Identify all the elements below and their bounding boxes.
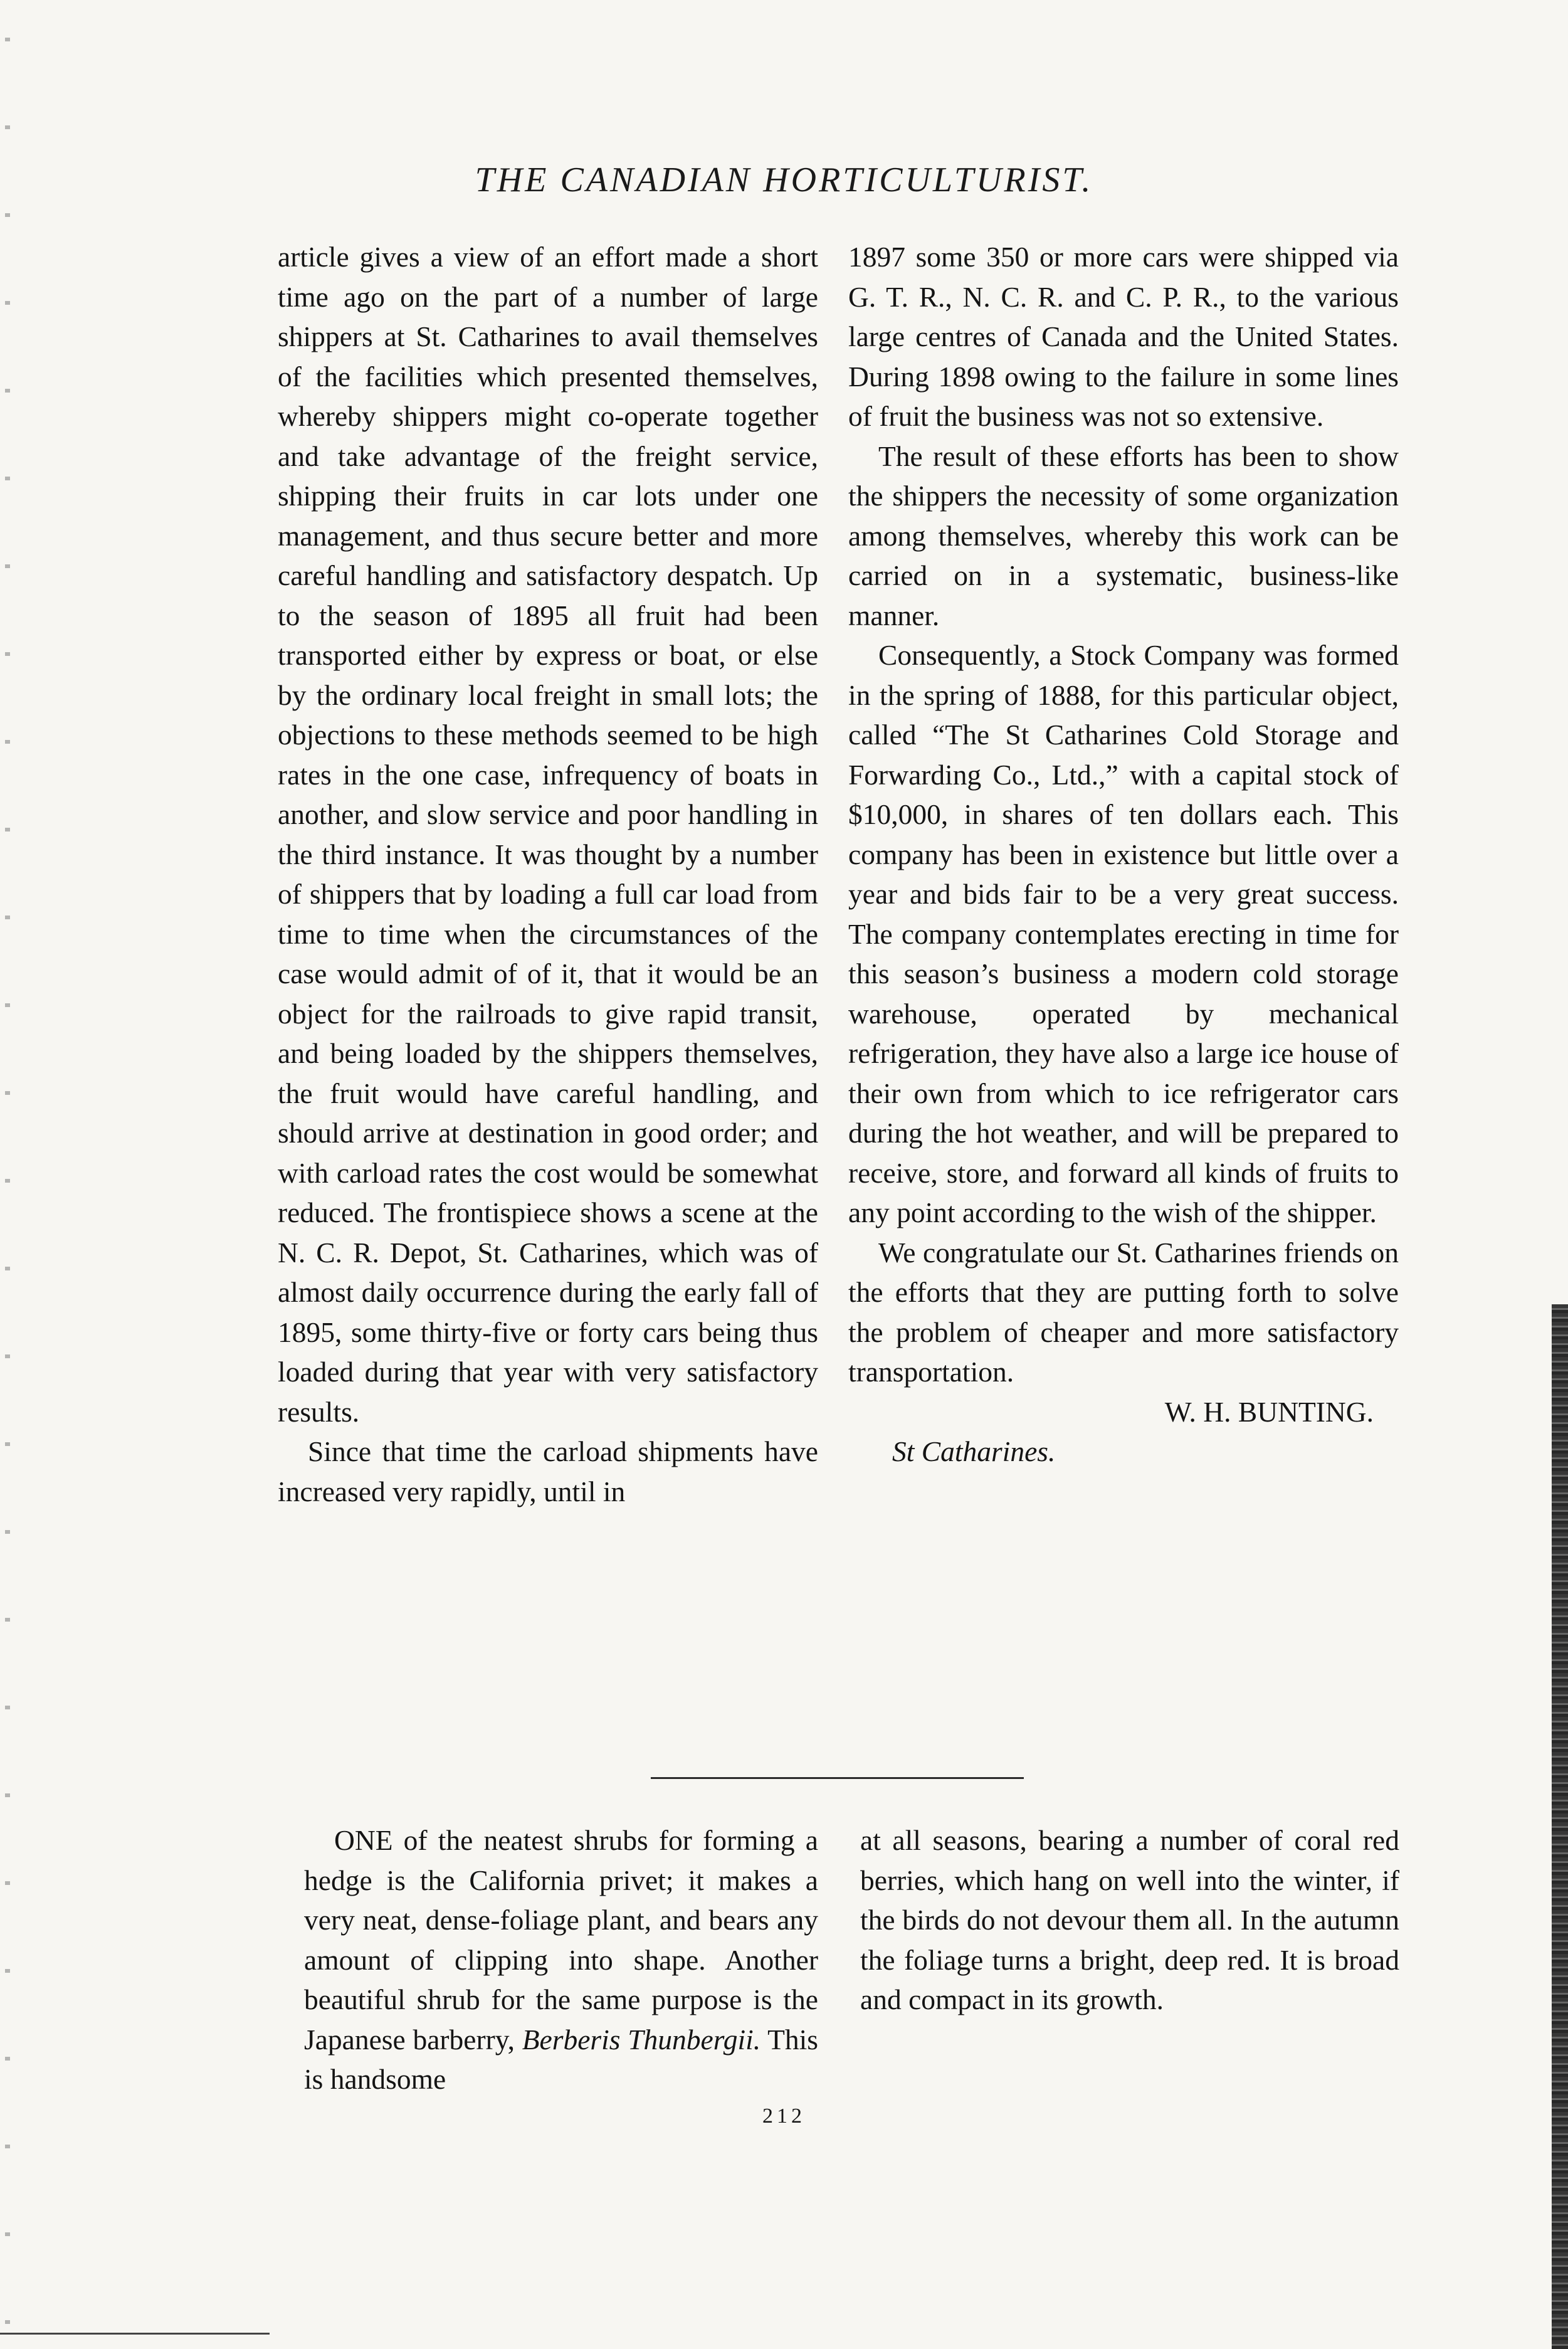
article2-left-text: of the neatest shrubs for forming a hedge is the California privet; it makes a very neat, dense-foliage plant, and bears any amount of clipping into shape. Another beautiful shrub for the same purpose is the Japanese barberry, <box>304 1824 818 2056</box>
article1-right-paragraph-2: The result of these efforts has been to show the shippers the necessity of some organization among themselves, whereby this work can be carried on in a systematic, business-like manner. <box>848 440 1399 631</box>
article1-right-column <box>848 237 1399 1472</box>
article1-left-paragraph-1: article gives a view of an effort made a short time ago on the part of a number of large shippers at St. Catharines to avail themselves of the facilities which presented themselves, whereby shippers might co-operate together and take advantage of the freight service, shipping their fruits in car lots under one management, and thus secure better and more careful handling and satisfactory despatch. Up to the season of 1895 all fruit had been transported either by express or boat, or else by the ordinary local freight in small lots; the objections to these methods seemed to be high rates in the one case, infrequency of boats in another, and slow service and poor handling in the third instance. It was thought by a number of shippers that by loading a full car load from time to time when the circumstances of the case would admit of of it, that it would be an object for the railroads to give rapid transit, and being loaded by the shippers themselves, the fruit would have careful handling, and should arrive at destination in good order; and with carload rates the cost would be somewhat reduced. The frontispiece shows a scene at the N. C. R. Depot, St. Catharines, which was of almost daily occurrence during the early fall of 1895, some thirty-five or forty cars being thus loaded during that year with very satisfactory results. <box>278 241 818 1428</box>
article1-left-paragraph-2: Since that time the carload shipments have increased very rapidly, until in <box>278 1435 818 1507</box>
article1-right-paragraph-3: Consequently, a Stock Company was formed in the spring of 1888, for this particular object, called “The St Catharines Cold Storage and Forwarding Co., Ltd.,” with a capital stock of $10,000, in shares of ten dollars each. This company has been in existence but little over a year and bids fair to be a very great success. The company contemplates erecting in time for this season’s business a modern cold storage warehouse, operated by mechanical refrigeration, they have also a large ice house of their own from which to ice refrigerator cars during the hot weather, and will be prepared to receive, store, and forward all kinds of fruits to any point according to the wish of the shipper. <box>848 639 1399 1228</box>
article1-right-paragraph-1: 1897 some 350 or more cars were shipped via G. T. R., N. C. R. and C. P. R., to the various large centres of Canada and the United States. During 1898 owing to the failure in some lines of fruit the business was not so extensive. <box>848 241 1399 432</box>
article1-left-column <box>278 237 818 1511</box>
author-name: W. H. BUNTING. <box>1164 1395 1374 1428</box>
latin-plant-name: Berberis Thunbergii. <box>522 2023 761 2056</box>
article2-right-text: at all seasons, bearing a number of coral red berries, which hang on well into the winter, if the birds do not devour them all. In the autumn the foliage turns a bright, deep red. It is broad and compact in its growth. <box>860 1824 1399 2015</box>
page-number: 212 <box>762 2104 806 2128</box>
article2-first-word: ONE <box>334 1824 393 1856</box>
section-divider <box>651 1777 1024 1779</box>
article2-right-column <box>860 1820 1399 2020</box>
article2-left-column <box>304 1820 818 2099</box>
article2-paragraph <box>304 1820 818 2099</box>
author-place: St Catharines. <box>892 1435 1056 1467</box>
scan-bottom-line <box>0 2333 270 2335</box>
article1-right-paragraph-4: We congratulate our St. Catharines friends on the efforts that they are putting forth to solve the problem of cheaper and more satisfactory transportation. <box>848 1236 1399 1388</box>
running-header: THE CANADIAN HORTICULTURIST. <box>475 161 1093 199</box>
scan-spine-shadow <box>1552 1304 1568 2349</box>
article2-left-tail: This is handsome <box>304 2023 818 2095</box>
author-signature <box>848 1392 1399 1432</box>
scan-edge-marks <box>5 0 10 2349</box>
